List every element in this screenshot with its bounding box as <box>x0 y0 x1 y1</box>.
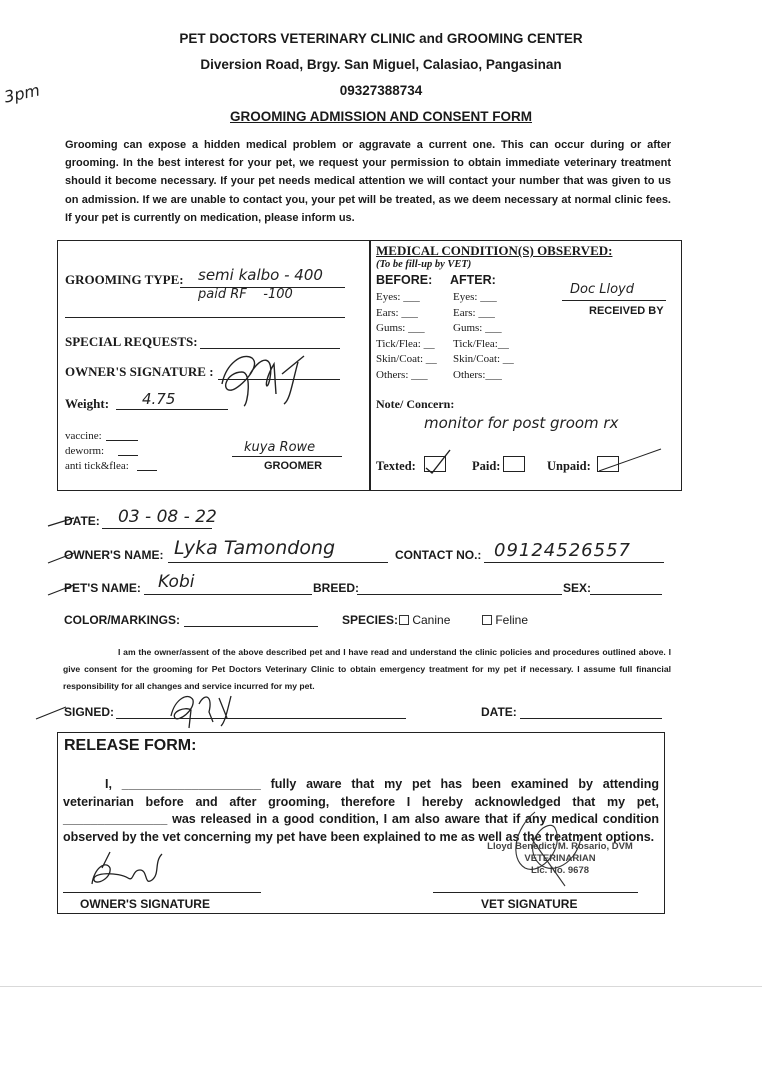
grooming-type-value-2[interactable]: paid RF -100 <box>198 287 293 302</box>
vet-stamp-title: VETERINARIAN <box>524 853 596 864</box>
before-others: Others: ___ <box>376 368 428 381</box>
clinic-phone: 09327388734 <box>339 83 423 98</box>
medical-condition-subtitle: (To be fill-up by VET) <box>376 259 472 270</box>
margin-time-note: 3pm <box>2 80 42 107</box>
signed-signature-scribble <box>165 688 245 730</box>
owner-signature-release-line <box>63 892 261 893</box>
release-paragraph: I, ____________________ fully aware that my pet has been examined by attending veterinarian before and after grooming, therefore I hereby acknowledged that my pet, _______________ was released in a good condition, I am also aware that if any medical condition observed by the vet concerning my pet have been explained to me as well as the treatment options. <box>63 777 659 844</box>
owner-signature-scribble <box>212 344 332 410</box>
release-owner-signature-scribble <box>88 848 170 894</box>
signed-label: SIGNED: <box>64 705 115 719</box>
groomer-name[interactable]: kuya Rowe <box>244 440 316 455</box>
feline-option[interactable] <box>482 613 528 627</box>
after-tickflea: Tick/Flea:__ <box>453 337 509 350</box>
signed-date-line <box>520 718 662 719</box>
vet-stamp-name: Lloyd Benedict M. Rosario, DVM <box>487 841 633 852</box>
vet-stamp-license: Lic. No. 9678 <box>530 865 590 876</box>
date-label: DATE: <box>64 514 100 528</box>
date-value[interactable]: 03 - 08 - 22 <box>118 507 217 527</box>
owner-name-label: OWNER'S NAME: <box>64 548 164 562</box>
scan-edge-line <box>0 986 762 987</box>
sex-line <box>590 594 662 595</box>
unpaid-stroke-mark <box>595 445 665 475</box>
special-requests-label: SPECIAL REQUESTS: <box>65 334 198 349</box>
contact-line <box>484 562 664 563</box>
grooming-type-line-2 <box>65 317 345 318</box>
medical-condition-title: MEDICAL CONDITION(S) OBSERVED: <box>376 243 613 258</box>
vet-signature-label: VET SIGNATURE <box>481 897 578 911</box>
vaccine-label: vaccine: <box>65 430 102 442</box>
color-markings-line <box>184 626 318 627</box>
after-gums: Gums: ___ <box>453 322 502 335</box>
before-gums: Gums: ___ <box>376 322 425 335</box>
consent-paragraph: I am the owner/assent of the above described pet and I have read and understand the clinic policies and procedures outlined above. I give consent for the grooming for Pet Doctors Veterinary Clinic to obtain emergency treatment for my pet if necessary. I assume full financial responsibility for all changes and service incurred for my pet. <box>63 647 671 691</box>
sex-label: SEX: <box>563 581 592 595</box>
note-value[interactable]: monitor for post groom rx <box>424 414 619 432</box>
breed-label: BREED: <box>313 581 360 595</box>
signed-line <box>116 718 406 719</box>
after-others: Others:___ <box>453 368 502 381</box>
antitick-line <box>137 470 157 471</box>
vaccine-line <box>106 440 138 441</box>
signed-margin-stroke <box>34 699 68 723</box>
before-tickflea: Tick/Flea: __ <box>376 337 435 350</box>
texted-check-mark <box>424 448 452 474</box>
color-markings-label: COLOR/MARKINGS: <box>64 613 180 627</box>
after-label: AFTER: <box>450 273 496 287</box>
owner-name-value[interactable]: Lyka Tamondong <box>174 537 336 559</box>
feline-checkbox[interactable] <box>482 615 492 625</box>
weight-line <box>116 409 228 410</box>
after-eyes: Eyes: ___ <box>453 291 497 303</box>
grooming-type-value[interactable]: semi kalbo - 400 <box>198 266 323 284</box>
vet-signature-line <box>433 892 638 893</box>
canine-option[interactable] <box>399 613 450 627</box>
pet-name-line <box>144 594 312 595</box>
form-title: GROOMING ADMISSION AND CONSENT FORM <box>230 109 532 124</box>
received-by-line <box>562 300 666 301</box>
groomer-line <box>232 456 342 457</box>
note-label: Note/ Concern: <box>376 397 455 411</box>
intro-paragraph: Grooming can expose a hidden medical problem or aggravate a current one. This can occur during or after grooming. In the best interest for your pet, we request your permission to obtain immediate veterinary treatment should it become necessary. If your pet needs medical attention we will contact your number that was given to us on admission. If we are unable to contact you, your pet will be treated, as we deem necessary at normal clinic fees. If your pet is currently on medication, please inform us. <box>65 139 671 224</box>
before-ears: Ears: ___ <box>376 306 418 319</box>
release-title: RELEASE FORM: <box>64 737 197 754</box>
after-ears: Ears: ___ <box>453 306 495 319</box>
clinic-name: PET DOCTORS VETERINARY CLINIC and GROOMING CENTER <box>179 31 583 46</box>
received-by-name[interactable]: Doc Lloyd <box>570 282 634 297</box>
before-label: BEFORE: <box>376 273 433 287</box>
before-eyes: Eyes: ___ <box>376 291 420 303</box>
antitick-label: anti tick&flea: <box>65 460 129 472</box>
clinic-address: Diversion Road, Brgy. San Miguel, Calasiao, Pangasinan <box>200 57 562 72</box>
before-skincoat: Skin/Coat: __ <box>376 353 437 366</box>
pet-name-label: PET'S NAME: <box>64 581 141 595</box>
release-owner-signature-label: OWNER'S SIGNATURE <box>80 897 210 911</box>
weight-label: Weight: <box>65 396 110 411</box>
feline-label: Feline <box>495 613 529 627</box>
paid-label: Paid: <box>472 459 501 473</box>
species-label: SPECIES: <box>342 613 399 627</box>
unpaid-label: Unpaid: <box>547 459 591 473</box>
paid-checkbox[interactable] <box>503 456 525 472</box>
after-rows <box>453 290 514 384</box>
deworm-line <box>118 455 138 456</box>
box-divider <box>369 240 371 491</box>
weight-value[interactable]: 4.75 <box>142 390 176 408</box>
owner-signature-label: OWNER'S SIGNATURE : <box>65 364 214 379</box>
contact-label: CONTACT NO.: <box>395 548 482 562</box>
deworm-label: deworm: <box>65 445 105 457</box>
owner-name-line <box>168 562 388 563</box>
canine-checkbox[interactable] <box>399 615 409 625</box>
vet-signature-scribble <box>505 808 585 892</box>
grooming-type-label: GROOMING TYPE: <box>65 272 184 287</box>
date-line <box>102 528 212 529</box>
after-skincoat: Skin/Coat: __ <box>453 353 514 366</box>
pet-name-value[interactable]: Kobi <box>158 572 195 592</box>
before-rows <box>376 290 437 384</box>
breed-line <box>357 594 562 595</box>
contact-value[interactable]: 09124526557 <box>494 540 631 561</box>
groomer-label: GROOMER <box>264 460 323 472</box>
signed-date-label: DATE: <box>481 705 517 719</box>
received-by-label: RECEIVED BY <box>589 305 664 317</box>
texted-label: Texted: <box>376 459 416 473</box>
canine-label: Canine <box>412 613 451 627</box>
